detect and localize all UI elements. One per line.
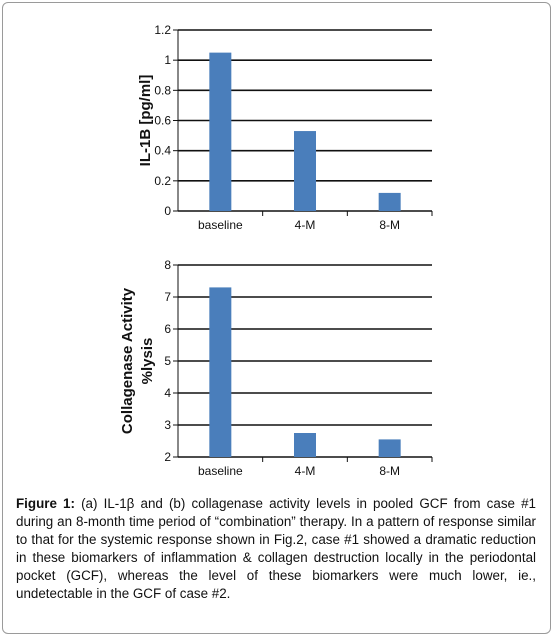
x-tick-label: baseline bbox=[197, 218, 243, 232]
y-tick-label: 0.2 bbox=[154, 173, 171, 188]
figure-caption bbox=[16, 495, 536, 603]
bar-8-m bbox=[379, 439, 401, 457]
x-tick-label: 8-M bbox=[379, 218, 401, 232]
y-tick-label: 3 bbox=[164, 418, 171, 432]
caption-text: (a) IL-1β and (b) collagenase activity levels in pooled GCF from case #1 during an 8-month time period of “combination” therapy. In a pattern of response similar to that for the systemic response shown in Fig.2, case #1 showed a dramatic reduction in these biomarkers of inflammation & collagen destruction locally in the periodontal pocket (GCF), whereas the level of these biomarkers were much lower, ie., undetectable in the GCF of case #2. bbox=[16, 496, 536, 601]
y-tick-label: 8 bbox=[164, 258, 171, 272]
bar-4-m bbox=[294, 131, 316, 211]
x-tick-label: 4-M bbox=[294, 464, 316, 478]
y-tick-label: 0.4 bbox=[154, 143, 171, 158]
y-tick-label: 1.2 bbox=[154, 23, 171, 37]
bar-baseline bbox=[209, 53, 231, 211]
bar-8-m bbox=[379, 193, 401, 211]
y-tick-label: 6 bbox=[164, 322, 171, 336]
y-axis-label: IL-1B [pg/ml] bbox=[137, 74, 154, 167]
y-axis-label: Collagenase Activity bbox=[119, 287, 136, 435]
y-tick-label: 2 bbox=[164, 450, 171, 464]
y-axis-label: %lysis bbox=[139, 337, 156, 385]
collagenase-bar-chart bbox=[0, 250, 555, 500]
y-tick-label: 7 bbox=[164, 290, 171, 304]
y-tick-label: 5 bbox=[164, 354, 171, 368]
y-tick-label: 0.8 bbox=[154, 83, 171, 98]
caption-label: Figure 1: bbox=[16, 496, 75, 511]
bar-4-m bbox=[294, 433, 316, 457]
y-tick-label: 0.6 bbox=[154, 113, 171, 128]
x-tick-label: baseline bbox=[197, 464, 243, 478]
bar-baseline bbox=[209, 287, 231, 457]
x-tick-label: 8-M bbox=[379, 464, 401, 478]
y-tick-label: 0 bbox=[164, 204, 171, 218]
x-tick-label: 4-M bbox=[294, 218, 316, 232]
y-tick-label: 4 bbox=[164, 386, 171, 400]
il1b-bar-chart bbox=[0, 0, 555, 250]
y-tick-label: 1 bbox=[164, 53, 171, 68]
